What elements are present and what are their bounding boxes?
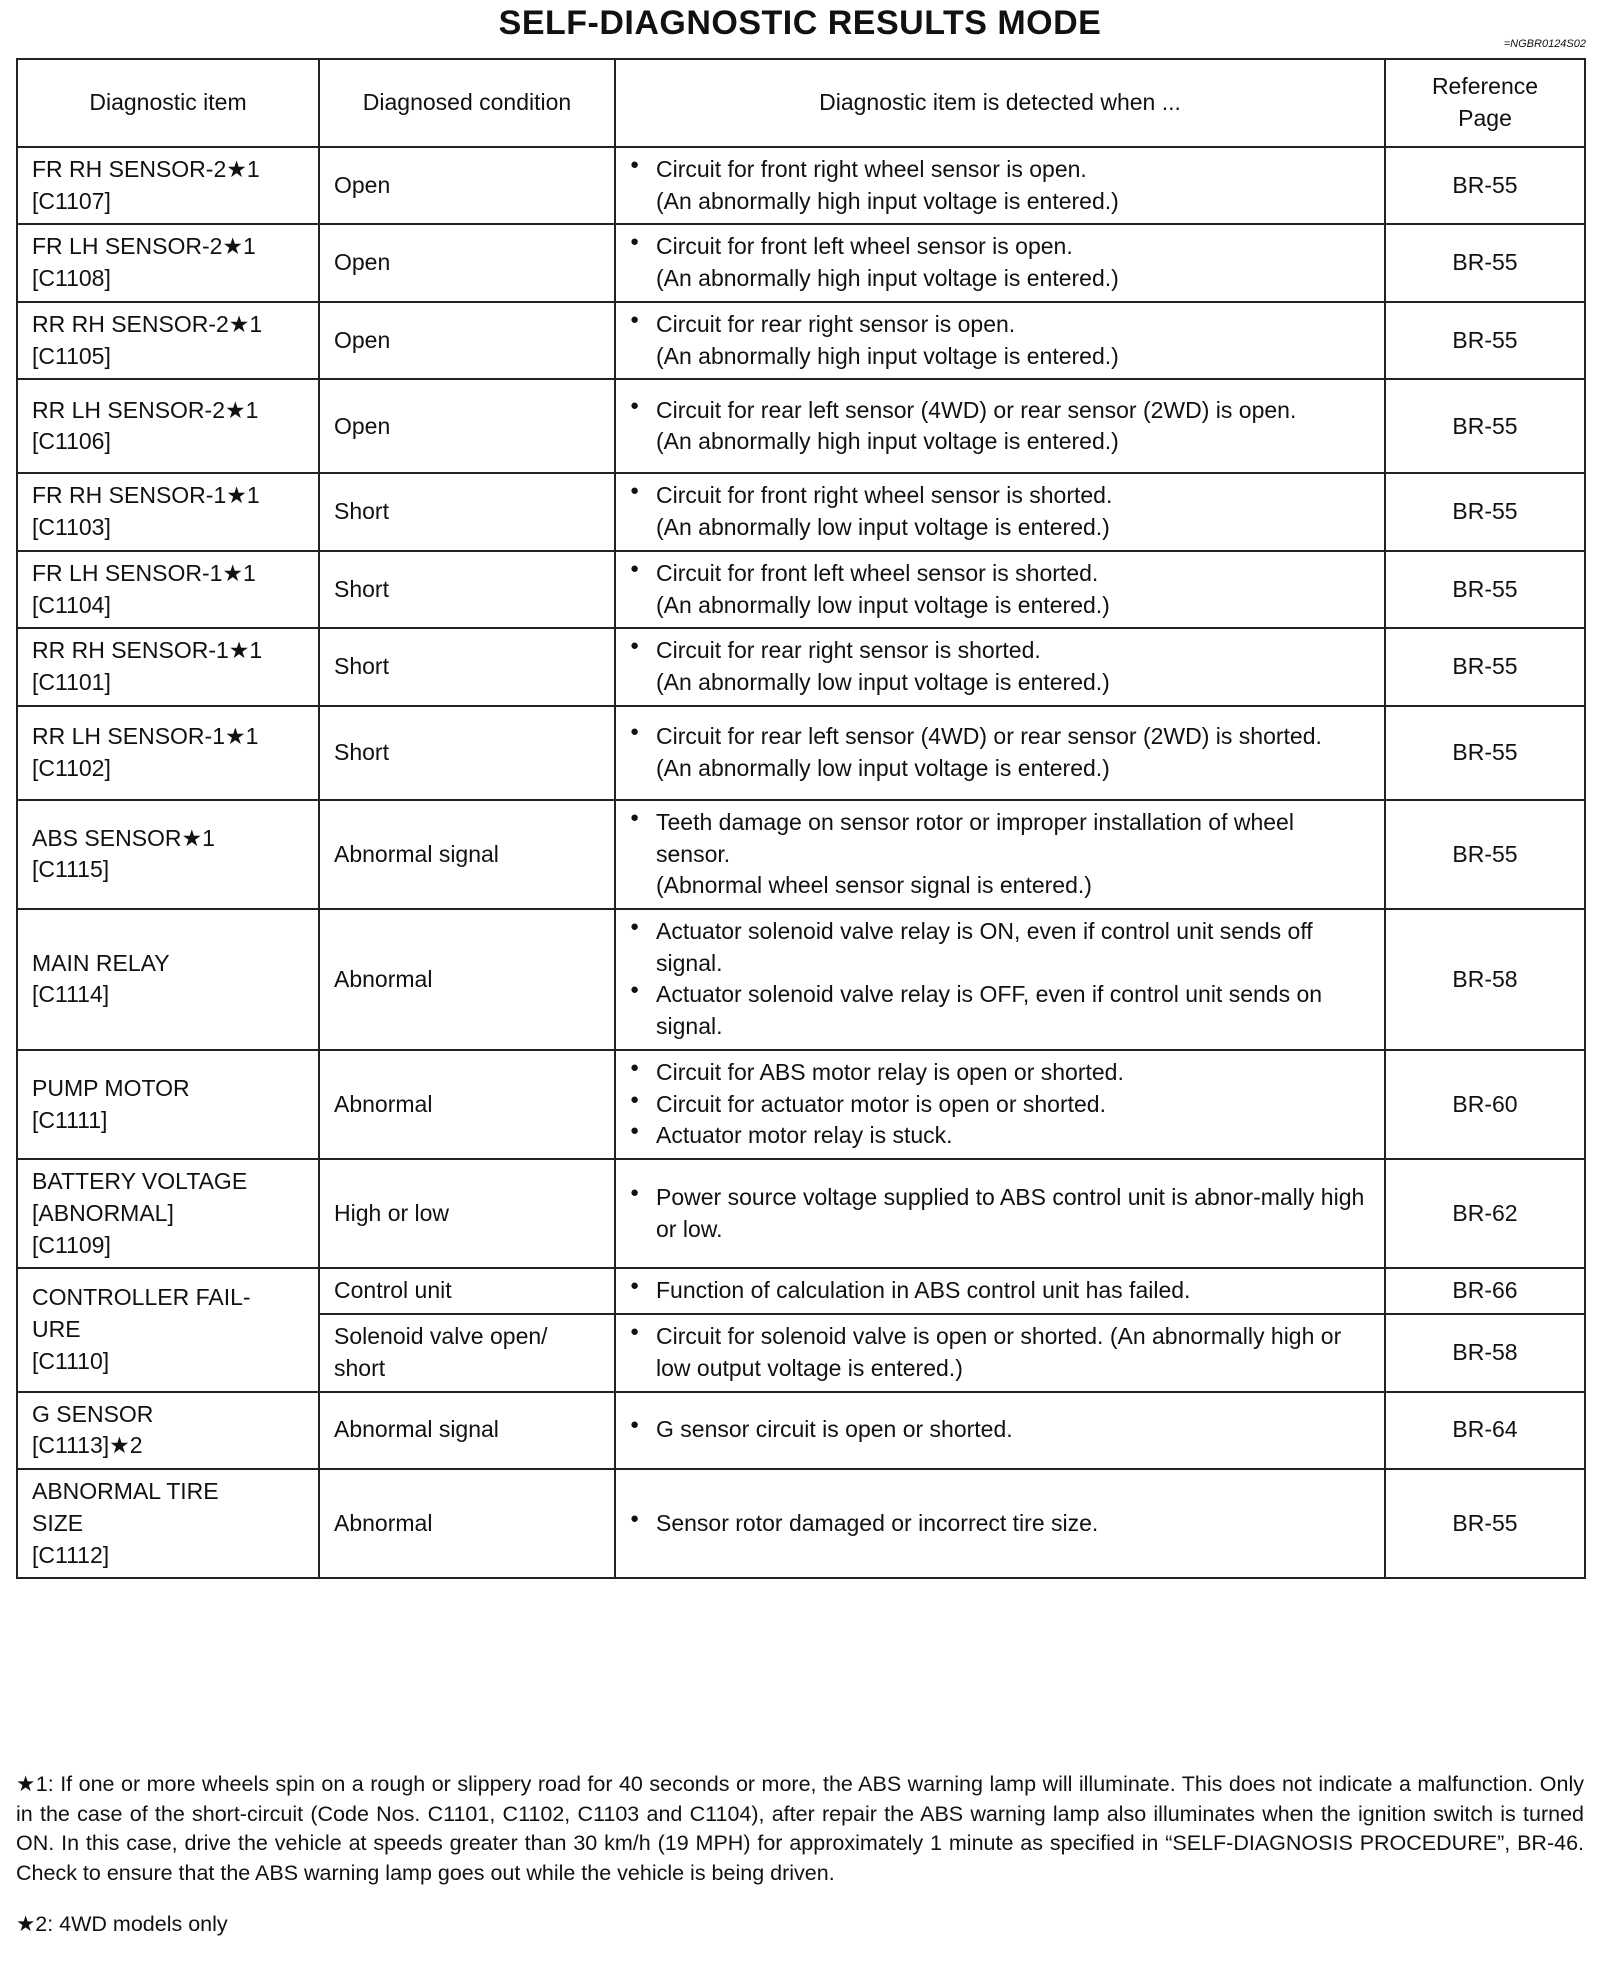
bullet-item: ● Circuit for ABS motor relay is open or shorted.: [630, 1057, 1370, 1089]
diagnosed-condition-line: Abnormal: [334, 1090, 433, 1117]
diagnostic-item-line: [C1104]: [32, 591, 111, 618]
detected-when-cell: [615, 473, 1385, 550]
header-reference-line: Page: [1458, 105, 1512, 131]
diagnostic-item-cell: [17, 473, 319, 550]
diagnosed-condition-cell: [319, 800, 615, 909]
diagnostic-item-cell: [17, 1050, 319, 1159]
detected-when-cell: [615, 628, 1385, 705]
detected-when-cell: [615, 1469, 1385, 1578]
diagnostic-item-line: BATTERY VOLTAGE: [32, 1168, 248, 1195]
header-diagnostic-item: Diagnostic item: [17, 59, 319, 147]
diagnosed-condition-line: Abnormal signal: [334, 1416, 499, 1443]
diagnosed-condition-cell: [319, 147, 615, 224]
bullet-item: ● Actuator motor relay is stuck.: [630, 1120, 1370, 1152]
diagnostic-item-line: CONTROLLER FAIL-: [32, 1284, 251, 1311]
table-row: [17, 1050, 1585, 1159]
diagnostic-item-line: [C1103]: [32, 514, 111, 541]
bullet-item: ● Circuit for rear left sensor (4WD) or rear sensor (2WD) is open.: [630, 395, 1370, 427]
diagnosed-condition-cell: [319, 628, 615, 705]
detected-when-cell: [615, 1314, 1385, 1391]
diagnosed-condition-cell: [319, 379, 615, 473]
detected-when-cell: [615, 1392, 1385, 1469]
bullet-item: ● G sensor circuit is open or shorted.: [630, 1414, 1370, 1446]
detected-when-cell: [615, 1159, 1385, 1268]
bullet-item: ● Circuit for front left wheel sensor is open.: [630, 231, 1370, 263]
page-title: SELF-DIAGNOSTIC RESULTS MODE: [498, 4, 1102, 42]
table-row: [17, 551, 1585, 628]
diagnosed-condition-cell: [319, 706, 615, 800]
detected-condition-list: [630, 721, 1370, 784]
note-item: (An abnormally high input voltage is entered.): [656, 342, 1119, 369]
detected-condition-list: [630, 1057, 1370, 1152]
diagnostic-item-cell: [17, 909, 319, 1050]
diagnostic-item-line: SIZE: [32, 1509, 84, 1536]
diagnosed-condition-cell: [319, 1392, 615, 1469]
reference-page-cell: BR-55: [1385, 473, 1585, 550]
diagnostic-item-cell: [17, 379, 319, 473]
diagnostic-item-line: ABS SENSOR★1: [32, 824, 215, 851]
document-code: =NGBR0124S02: [1503, 38, 1586, 50]
diagnostic-item-line: [C1114]: [32, 981, 110, 1008]
table-row: [17, 379, 1585, 473]
diagnosed-condition-line: High or low: [334, 1199, 450, 1226]
diagnostic-item-cell: [17, 628, 319, 705]
footnote-star-1: ★1: If one or more wheels spin on a rough or slippery road for 40 seconds or more, the ABS warning lamp will illuminate. This does not indicate a malfunction. Only in the case of the short-circuit (Code Nos. C1101, C1102, C1103 and C1104), after repair the ABS warning lamp also illuminates when the ignition switch is turned ON. In this case, drive the vehicle at speeds greater than 30 km/h (19 MPH) for approximately 1 minute as specified in “SELF-DIAGNOSIS PROCEDURE”, BR-46. Check to ensure that the ABS warning lamp goes out while the vehicle is being driven.: [16, 1772, 1584, 1885]
detected-condition-list: [630, 635, 1370, 698]
note-item: (An abnormally low input voltage is entered.): [656, 591, 1110, 618]
table-header-row: [17, 59, 1585, 147]
reference-page-cell: BR-55: [1385, 147, 1585, 224]
table-row: [17, 1268, 1585, 1314]
reference-page-cell: BR-55: [1385, 224, 1585, 301]
diagnosed-condition-cell: [319, 1314, 615, 1391]
detected-condition-list: [630, 807, 1370, 902]
diagnosed-condition-cell: [319, 473, 615, 550]
diagnosed-condition-cell: [319, 302, 615, 379]
detected-condition-list: [630, 916, 1370, 1043]
note-item: (An abnormally high input voltage is entered.): [656, 428, 1119, 455]
diagnostic-item-line: [C1101]: [32, 669, 111, 696]
diagnostic-item-line: [C1102]: [32, 754, 111, 781]
diagnosed-condition-cell: [319, 224, 615, 301]
table-row: [17, 909, 1585, 1050]
diagnostic-item-line: [C1109]: [32, 1231, 111, 1258]
diagnostic-item-line: RR LH SENSOR-2★1: [32, 396, 259, 423]
table-row: [17, 628, 1585, 705]
diagnostic-item-line: [C1107]: [32, 187, 111, 214]
detected-condition-list: [630, 395, 1370, 458]
detected-when-cell: [615, 551, 1385, 628]
diagnosed-condition-line: Short: [334, 498, 389, 525]
bullet-item: ● Circuit for front right wheel sensor is open.: [630, 154, 1370, 186]
note-item: (An abnormally low input voltage is entered.): [656, 754, 1110, 781]
detected-condition-list: [630, 1508, 1370, 1540]
footnote-star-2: ★2: 4WD models only: [16, 1912, 228, 1936]
bullet-item: ● Circuit for actuator motor is open or shorted.: [630, 1089, 1370, 1121]
diagnostic-item-line: [C1111]: [32, 1106, 108, 1133]
diagnostic-results-table: [16, 58, 1586, 1579]
diagnostic-item-line: [C1108]: [32, 265, 111, 292]
diagnostic-item-line: FR RH SENSOR-1★1: [32, 482, 260, 509]
bullet-item: ● Actuator solenoid valve relay is OFF, even if control unit sends on signal.: [630, 979, 1370, 1042]
bullet-item: ● Circuit for rear right sensor is open.: [630, 309, 1370, 341]
reference-page-cell: BR-64: [1385, 1392, 1585, 1469]
note-item: (An abnormally low input voltage is entered.): [656, 514, 1110, 541]
note-item: (An abnormally high input voltage is entered.): [656, 187, 1119, 214]
diagnostic-item-line: RR RH SENSOR-1★1: [32, 637, 263, 664]
detected-when-cell: [615, 379, 1385, 473]
note-item: (Abnormal wheel sensor signal is entered.): [656, 872, 1092, 899]
diagnostic-item-cell: [17, 302, 319, 379]
diagnostic-item-line: PUMP MOTOR: [32, 1074, 190, 1101]
note-item: (An abnormally high input voltage is entered.): [656, 265, 1119, 292]
table-row: [17, 706, 1585, 800]
reference-page-cell: BR-55: [1385, 706, 1585, 800]
diagnostic-item-line: [C1113]★2: [32, 1432, 143, 1459]
header-reference-line: Reference: [1431, 73, 1539, 100]
diagnostic-item-cell: [17, 147, 319, 224]
table-row: [17, 800, 1585, 909]
diagnostic-item-cell: [17, 1469, 319, 1578]
bullet-item: ● Circuit for rear left sensor (4WD) or rear sensor (2WD) is shorted.: [630, 721, 1370, 753]
diagnostic-item-line: MAIN RELAY: [32, 949, 170, 976]
detected-condition-list: [630, 480, 1370, 543]
diagnostic-item-cell: [17, 551, 319, 628]
diagnosed-condition-cell: [319, 909, 615, 1050]
reference-page-cell: BR-62: [1385, 1159, 1585, 1268]
diagnosed-condition-line: Short: [334, 653, 389, 680]
detected-condition-list: [630, 1321, 1370, 1384]
detected-condition-list: [630, 231, 1370, 294]
diagnostic-item-cell: [17, 1268, 319, 1391]
diagnostic-item-line: [C1112]: [32, 1541, 110, 1568]
bullet-item: ● Teeth damage on sensor rotor or improper installation of wheel sensor.: [630, 807, 1370, 870]
reference-page-cell: BR-55: [1385, 302, 1585, 379]
header-detected-when: Diagnostic item is detected when ...: [615, 59, 1385, 147]
bullet-item: ● Circuit for front right wheel sensor is shorted.: [630, 480, 1370, 512]
detected-when-cell: [615, 147, 1385, 224]
diagnosed-condition-line: Open: [334, 412, 391, 439]
diagnosed-condition-cell: [319, 1159, 615, 1268]
diagnostic-item-cell: [17, 706, 319, 800]
detected-when-cell: [615, 909, 1385, 1050]
diagnostic-item-cell: [17, 1159, 319, 1268]
detected-when-cell: [615, 1050, 1385, 1159]
diagnosed-condition-cell: [319, 1469, 615, 1578]
reference-page-cell: BR-58: [1385, 1314, 1585, 1391]
table-row: [17, 1159, 1585, 1268]
diagnosed-condition-line: Open: [334, 171, 391, 198]
diagnostic-item-line: FR LH SENSOR-1★1: [32, 559, 256, 586]
reference-page-cell: BR-55: [1385, 800, 1585, 909]
bullet-item: ● Circuit for rear right sensor is shorted.: [630, 635, 1370, 667]
detected-condition-list: [630, 1414, 1370, 1446]
note-item: (An abnormally low input voltage is entered.): [656, 669, 1110, 696]
reference-page-cell: BR-66: [1385, 1268, 1585, 1314]
diagnostic-item-line: [C1110]: [32, 1347, 110, 1374]
table-row: [17, 473, 1585, 550]
diagnostic-item-line: RR RH SENSOR-2★1: [32, 310, 263, 337]
detected-when-cell: [615, 706, 1385, 800]
diagnostic-item-line: [C1105]: [32, 342, 111, 369]
bullet-item: ● Circuit for front left wheel sensor is shorted.: [630, 558, 1370, 590]
diagnostic-item-cell: [17, 800, 319, 909]
diagnostic-item-line: [ABNORMAL]: [32, 1199, 174, 1226]
diagnostic-item-line: RR LH SENSOR-1★1: [32, 723, 259, 750]
diagnosed-condition-line: Short: [334, 738, 389, 765]
reference-page-cell: BR-58: [1385, 909, 1585, 1050]
diagnostic-item-line: ABNORMAL TIRE: [32, 1478, 219, 1505]
diagnostic-item-line: FR RH SENSOR-2★1: [32, 156, 260, 182]
detected-condition-list: [630, 154, 1370, 217]
detected-when-cell: [615, 302, 1385, 379]
reference-page-cell: BR-55: [1385, 1469, 1585, 1578]
reference-page-cell: BR-55: [1385, 551, 1585, 628]
diagnosed-condition-line: Open: [334, 249, 391, 276]
bullet-item: ● Power source voltage supplied to ABS control unit is abnor-mally high or low.: [630, 1182, 1370, 1245]
detected-condition-list: [630, 558, 1370, 621]
detected-when-cell: [615, 800, 1385, 909]
detected-condition-list: [630, 309, 1370, 372]
diagnosed-condition-line: short: [334, 1354, 386, 1381]
bullet-item: ● Sensor rotor damaged or incorrect tire size.: [630, 1508, 1370, 1540]
diagnosed-condition-line: Solenoid valve open/: [334, 1323, 548, 1350]
detected-condition-list: [630, 1182, 1370, 1245]
reference-page-cell: BR-55: [1385, 628, 1585, 705]
diagnostic-item-line: G SENSOR: [32, 1400, 154, 1427]
diagnostic-item-line: [C1115]: [32, 856, 110, 883]
diagnosed-condition-line: Open: [334, 326, 391, 353]
table-row: [17, 147, 1585, 224]
diagnostic-item-cell: [17, 1392, 319, 1469]
reference-page-cell: BR-55: [1385, 379, 1585, 473]
diagnostic-item-cell: [17, 224, 319, 301]
detected-condition-list: [630, 1275, 1370, 1307]
diagnosed-condition-line: Short: [334, 575, 389, 602]
diagnostic-item-line: [C1106]: [32, 428, 111, 455]
diagnosed-condition-line: Abnormal signal: [334, 840, 499, 867]
header-reference-page: [1385, 59, 1585, 147]
header-diagnosed-condition: Diagnosed condition: [319, 59, 615, 147]
table-row: [17, 1392, 1585, 1469]
table-row: [17, 1469, 1585, 1578]
diagnosed-condition-line: Abnormal: [334, 965, 433, 992]
diagnostic-item-line: FR LH SENSOR-2★1: [32, 233, 256, 260]
reference-page-cell: BR-60: [1385, 1050, 1585, 1159]
diagnosed-condition-line: Abnormal: [334, 1509, 433, 1536]
table-row: [17, 302, 1585, 379]
detected-when-cell: [615, 1268, 1385, 1314]
detected-when-cell: [615, 224, 1385, 301]
bullet-item: ● Actuator solenoid valve relay is ON, even if control unit sends off signal.: [630, 916, 1370, 979]
diagnostic-item-line: URE: [32, 1316, 81, 1343]
bullet-item: ● Circuit for solenoid valve is open or shorted. (An abnormally high or low output voltage is entered.): [630, 1321, 1370, 1384]
bullet-item: ● Function of calculation in ABS control unit has failed.: [630, 1275, 1370, 1307]
diagnosed-condition-cell: [319, 1268, 615, 1314]
table-row: [17, 224, 1585, 301]
diagnosed-condition-cell: [319, 551, 615, 628]
diagnosed-condition-line: Control unit: [334, 1277, 452, 1304]
diagnosed-condition-cell: [319, 1050, 615, 1159]
